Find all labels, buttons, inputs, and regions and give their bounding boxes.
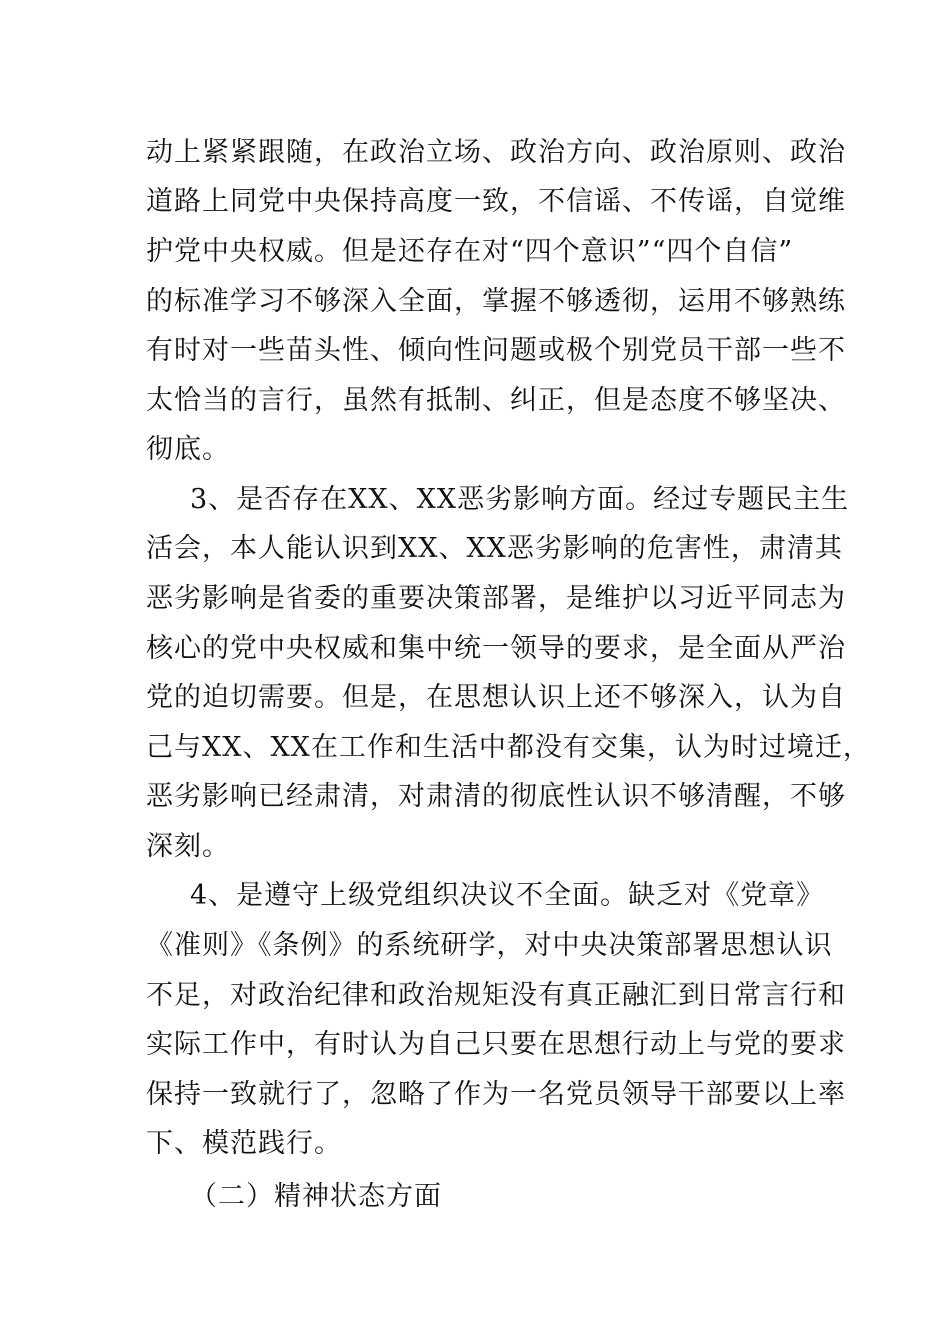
paragraph-2-line-4: 核心的党中央权威和集中统一领导的要求，是全面从严治: [146, 633, 846, 664]
paragraph-1-line-1: 动上紧紧跟随，在政治立场、政治方向、政治原则、政治: [146, 137, 846, 168]
paragraph-1-line-6: 太恰当的言行，虽然有抵制、纠正，但是态度不够坚决、: [146, 385, 846, 416]
paragraph-3-line-4: 实际工作中，有时认为自己只要在思想行动上与党的要求: [146, 1029, 846, 1060]
paragraph-3-line-3: 不足，对政治纪律和政治规矩没有真正融汇到日常言行和: [146, 980, 846, 1011]
paragraph-1-line-4: 的标准学习不够深入全面，掌握不够透彻，运用不够熟练: [146, 286, 846, 317]
paragraph-2-line-6: 己与XX、XX在工作和生活中都没有交集，认为时过境迁，: [146, 732, 871, 763]
paragraph-3-line-2: 《准则》《条例》的系统研学，对中央决策部署思想认识: [146, 930, 833, 961]
paragraph-1-line-7: 彻底。: [146, 434, 230, 465]
paragraph-3-line-1: 4、是遵守上级党组织决议不全面。缺乏对《党章》: [190, 880, 825, 911]
paragraph-2-line-5: 党的迫切需要。但是，在思想认识上还不够深入，认为自: [146, 682, 846, 713]
paragraph-1-line-2: 道路上同党中央保持高度一致，不信谣、不传谣，自觉维: [146, 186, 846, 217]
paragraph-2-line-7: 恶劣影响已经肃清，对肃清的彻底性认识不够清醒，不够: [146, 781, 846, 812]
section-heading: （二）精神状态方面: [190, 1181, 442, 1212]
paragraph-2-line-2: 活会，本人能认识到XX、XX恶劣影响的危害性，肃清其: [146, 533, 843, 564]
paragraph-2-line-8: 深刻。: [146, 831, 230, 862]
paragraph-1-line-5: 有时对一些苗头性、倾向性问题或极个别党员干部一些不: [146, 335, 846, 366]
paragraph-2-line-3: 恶劣影响是省委的重要决策部署，是维护以习近平同志为: [146, 583, 846, 614]
paragraph-3-line-6: 下、模范践行。: [146, 1128, 342, 1159]
paragraph-1-line-3: 护党中央权威。但是还存在对“四个意识”“四个自信”: [146, 236, 794, 267]
paragraph-2-line-1: 3、是否存在XX、XX恶劣影响方面。经过专题民主生: [190, 484, 850, 515]
paragraph-3-line-5: 保持一致就行了，忽略了作为一名党员领导干部要以上率: [146, 1079, 846, 1110]
